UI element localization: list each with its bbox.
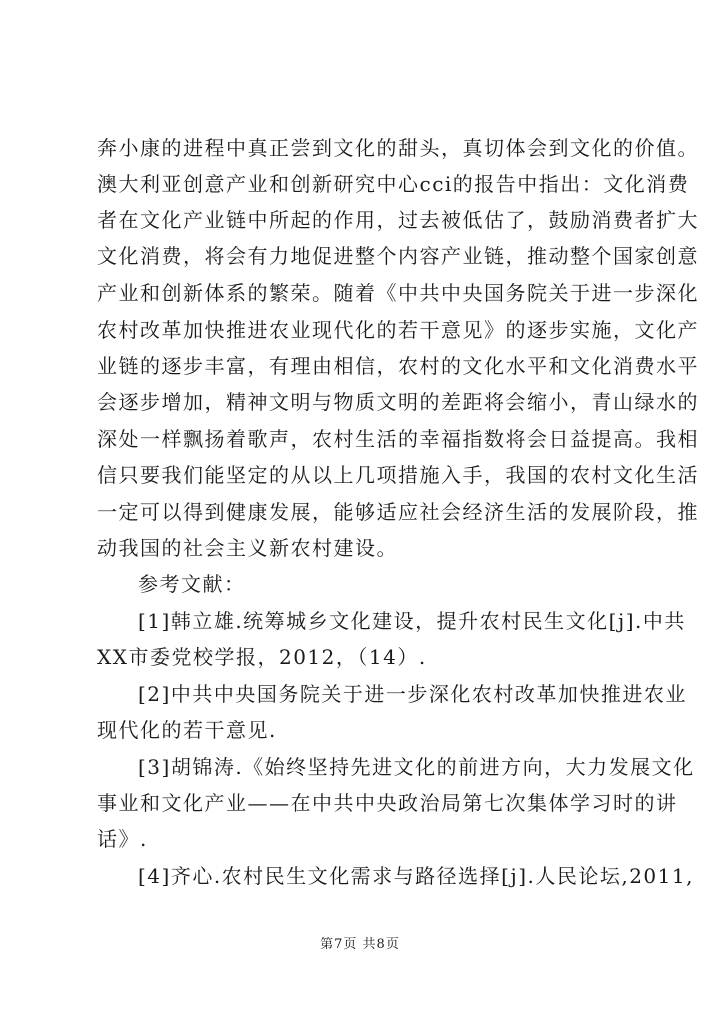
body-line: 农村改革加快推进农业现代化的若干意见》的逐步实施，文化产 — [97, 318, 699, 342]
page-footer: 第7页 共8页 — [320, 937, 400, 952]
body-line: 会逐步增加，精神文明与物质文明的差距将会缩小，青山绿水的 — [97, 390, 699, 414]
reference-entry: 话》. — [97, 827, 148, 851]
body-line: 产业和创新体系的繁荣。随着《中共中央国务院关于进一步深化 — [97, 281, 699, 305]
reference-entry: [2]中共中央国务院关于进一步深化农村改革加快推进农业 — [138, 682, 687, 706]
body-line: 者在文化产业链中所起的作用，过去被低估了，鼓励消费者扩大 — [97, 208, 699, 232]
body-line: 一定可以得到健康发展，能够适应社会经济生活的发展阶段，推 — [97, 500, 699, 524]
body-line: 动我国的社会主义新农村建设。 — [97, 536, 398, 560]
reference-entry: 事业和文化产业——在中共中央政治局第七次集体学习时的讲 — [97, 791, 678, 815]
body-line: 澳大利亚创意产业和创新研究中心cci的报告中指出：文化消费 — [97, 172, 690, 196]
body-line: 业链的逐步丰富，有理由相信，农村的文化水平和文化消费水平 — [97, 354, 699, 378]
reference-entry: [3]胡锦涛.《始终坚持先进文化的前进方向，大力发展文化 — [138, 755, 695, 779]
body-line: 文化消费，将会有力地促进整个内容产业链，推动整个国家创意 — [97, 244, 699, 268]
body-line: 信只要我们能坚定的从以上几项措施入手，我国的农村文化生活 — [97, 463, 699, 487]
reference-entry: 现代化的若干意见. — [97, 718, 277, 742]
reference-entry: [1]韩立雄.统筹城乡文化建设，提升农村民生文化[j].中共 — [138, 609, 686, 633]
body-line: 深处一样飘扬着歌声，农村生活的幸福指数将会日益提高。我相 — [97, 427, 699, 451]
reference-entry: XX市委党校学报，2012，（14）. — [97, 645, 427, 669]
references-heading: 参考文献： — [138, 572, 246, 596]
body-line: 奔小康的进程中真正尝到文化的甜头，真切体会到文化的价值。 — [97, 136, 699, 160]
reference-entry: [4]齐心.农村民生文化需求与路径选择[j].人民论坛,2011, — [138, 864, 694, 888]
